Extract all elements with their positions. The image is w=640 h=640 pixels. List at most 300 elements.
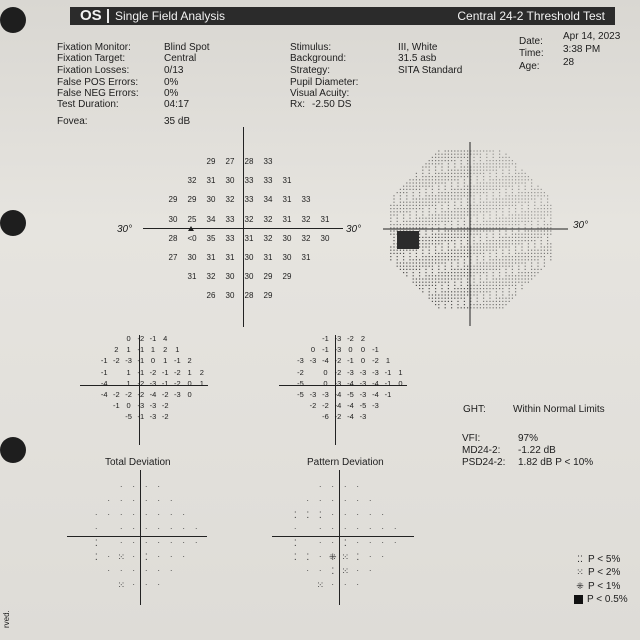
threshold-value: 31	[282, 176, 292, 186]
checker-pattern-icon: ⁙	[576, 567, 584, 577]
threshold-value: 30	[225, 176, 235, 186]
pattern-deviation-value: 0	[360, 345, 366, 355]
threshold-axis-label-left: 30°	[117, 224, 133, 235]
pattern-deviation-value: -3	[309, 356, 317, 366]
probability-symbol: ·	[381, 538, 385, 547]
pattern-deviation-value: -3	[372, 401, 379, 411]
info-value: Central	[164, 53, 197, 64]
pattern-deviation-value: -3	[359, 390, 367, 399]
probability-symbol: ·	[368, 566, 372, 575]
probability-symbol: ·	[343, 482, 347, 491]
dots-pattern-icon: ⁚⁚	[577, 554, 583, 564]
md-label: MD24-2:	[462, 445, 501, 456]
probability-symbol: ·	[169, 552, 173, 561]
probability-symbol: ·	[194, 538, 198, 547]
info-label: Age:	[519, 61, 540, 72]
probability-symbol: ·	[157, 482, 161, 491]
total-deviation-value: 2	[187, 356, 192, 366]
total-deviation-value: 2	[199, 367, 204, 377]
pattern-deviation-value: -4	[347, 378, 354, 388]
total-deviation-value: -1	[100, 356, 108, 366]
pattern-deviation-value: -2	[334, 356, 342, 366]
probability-symbol: ·	[169, 538, 173, 547]
pattern-deviation-value: 2	[360, 334, 366, 343]
total-deviation-value: -2	[137, 378, 145, 388]
probability-symbol: ·	[293, 524, 297, 533]
pattern-deviation-value: 0	[398, 378, 403, 388]
ght-label: GHT:	[463, 404, 486, 415]
vfi-label: VFI:	[462, 433, 481, 444]
probability-symbol: ·	[119, 482, 123, 491]
total-deviation-value: 0	[187, 390, 192, 399]
total-deviation-value: 0	[187, 378, 192, 388]
info-label: Rx:	[290, 99, 305, 110]
probability-symbol: ·	[368, 538, 372, 547]
probability-symbol: ·	[318, 552, 322, 561]
probability-symbol: ·	[132, 552, 136, 561]
total-deviation-value: -3	[174, 390, 181, 399]
total-deviation-value: -2	[161, 412, 169, 422]
info-value: 0/13	[164, 65, 184, 76]
total-deviation-value: -1	[174, 356, 181, 366]
probability-symbol: ·	[381, 524, 385, 533]
threshold-value: 30	[225, 291, 235, 301]
probability-symbol: ·	[393, 524, 397, 533]
probability-symbol: ⁙	[117, 552, 126, 562]
total-deviation-value: -2	[149, 367, 157, 377]
threshold-value: 29	[168, 195, 178, 205]
probability-symbol: ·	[169, 510, 173, 519]
pattern-deviation-value: -3	[309, 390, 317, 399]
probability-symbol: ·	[368, 496, 372, 505]
probability-symbol: ·	[331, 524, 335, 533]
pattern-deviation-value: -4	[322, 356, 329, 366]
total-deviation-value: 1	[163, 356, 168, 366]
total-deviation-value: 0	[126, 334, 131, 343]
probability-symbol: ·	[343, 496, 347, 505]
probability-symbol: ·	[343, 580, 347, 589]
td-prob-vertical-axis	[140, 470, 141, 605]
solid-square-icon	[574, 595, 583, 604]
pattern-deviation-value: -3	[334, 345, 342, 355]
probability-symbol: ⁚	[144, 552, 148, 562]
pattern-deviation-value: -2	[322, 401, 329, 411]
binder-hole-top	[0, 7, 26, 33]
dense-pattern-icon: ⁜	[576, 581, 584, 591]
pattern-deviation-value: 1	[398, 367, 403, 377]
probability-symbol: ·	[132, 482, 136, 491]
total-deviation-value: 1	[126, 367, 131, 377]
info-label: Date:	[519, 36, 543, 47]
probability-symbol: ⁚	[94, 538, 98, 548]
threshold-value: 31	[206, 253, 216, 262]
pattern-deviation-value: -2	[334, 367, 342, 377]
threshold-value: 31	[206, 176, 216, 186]
probability-symbol: ·	[393, 538, 397, 547]
total-deviation-value: 4	[163, 334, 168, 343]
pattern-deviation-value: 0	[310, 345, 316, 355]
info-label: Fixation Losses:	[57, 65, 130, 76]
total-deviation-value: -1	[113, 401, 120, 411]
pattern-deviation-value: 1	[385, 356, 391, 366]
probability-symbol: ·	[331, 496, 335, 505]
probability-symbol: ·	[331, 580, 335, 589]
pattern-deviation-value: -1	[322, 334, 329, 343]
total-deviation-value: 1	[126, 378, 131, 388]
probability-symbol: ·	[157, 580, 161, 589]
legend-p1: ⁜ P < 1%	[572, 580, 620, 593]
total-deviation-value: 0	[126, 401, 131, 411]
threshold-value: 27	[168, 253, 178, 262]
info-value: 04:17	[164, 99, 190, 110]
threshold-value: 34	[206, 214, 216, 224]
threshold-value: 31	[244, 233, 254, 243]
probability-symbol: ·	[318, 524, 322, 533]
probability-symbol: ·	[182, 524, 186, 533]
pattern-deviation-value: -1	[384, 367, 392, 377]
threshold-value: 31	[187, 272, 197, 282]
pattern-deviation-value: -6	[322, 412, 329, 422]
probability-symbol: ·	[169, 496, 173, 505]
greyscale-blind-spot	[397, 231, 419, 249]
pd-prob-vertical-axis	[339, 470, 340, 605]
probability-symbol: ·	[331, 482, 335, 491]
info-value: 0%	[164, 88, 179, 99]
info-value: Blind Spot	[164, 42, 210, 53]
eye-label: OS	[80, 7, 102, 24]
probability-symbol: ·	[356, 496, 360, 505]
pattern-deviation-value: -1	[384, 390, 392, 399]
threshold-value: 33	[244, 195, 254, 205]
probability-symbol: ·	[157, 566, 161, 575]
vfi-value: 97%	[518, 433, 539, 444]
pattern-deviation-value: -3	[334, 334, 342, 343]
total-deviation-value: -2	[174, 378, 181, 388]
pattern-deviation-value: -2	[309, 401, 317, 411]
probability-symbol: ·	[157, 510, 161, 519]
total-deviation-value: -3	[137, 401, 145, 411]
legend-p5: ⁚⁚ P < 5%	[572, 553, 620, 566]
probability-symbol: ·	[144, 482, 148, 491]
info-label: Stimulus:	[290, 42, 332, 53]
report-title: Single Field Analysis	[115, 9, 226, 23]
info-label: False NEG Errors:	[57, 88, 139, 99]
pattern-deviation-value: -4	[372, 390, 379, 399]
probability-symbol: ·	[331, 538, 335, 547]
info-label: False POS Errors:	[57, 77, 139, 88]
threshold-value: 28	[168, 233, 178, 243]
psd-label: PSD24-2:	[462, 457, 506, 468]
pattern-deviation-value: -1	[384, 378, 392, 388]
pattern-deviation-value: -2	[297, 367, 304, 377]
threshold-value: 31	[301, 253, 311, 262]
probability-symbol: ·	[132, 496, 136, 505]
report-header	[70, 7, 615, 25]
probability-symbol: ·	[368, 510, 372, 519]
psd-value: 1.82 dB P < 10%	[518, 457, 594, 468]
probability-symbol: ⁜	[328, 552, 337, 562]
threshold-value: 28	[244, 291, 254, 301]
probability-symbol: ·	[306, 496, 310, 505]
info-value: SITA Standard	[398, 65, 463, 76]
probability-symbol: ⁙	[341, 552, 350, 562]
legend-p2: ⁙ P < 2%	[572, 566, 620, 579]
total-deviation-value: -2	[113, 356, 120, 366]
probability-symbol: ·	[318, 482, 322, 491]
total-deviation-value: -1	[137, 412, 145, 422]
probability-symbol: ·	[157, 552, 161, 561]
probability-symbol: ·	[182, 552, 186, 561]
blind-spot-marker	[188, 226, 194, 231]
probability-symbol: ·	[119, 510, 123, 519]
threshold-value: 29	[263, 291, 273, 301]
probability-symbol: ·	[157, 496, 161, 505]
threshold-value: 33	[225, 214, 235, 224]
pattern-deviation-value: -3	[359, 367, 367, 377]
pattern-deviation-value: -2	[372, 356, 379, 366]
probability-symbol: ·	[182, 510, 186, 519]
threshold-value: <0	[187, 233, 197, 243]
pattern-deviation-value: -3	[322, 390, 329, 399]
pattern-deviation-value: -5	[347, 390, 354, 399]
probability-symbol: ·	[144, 566, 148, 575]
probability-symbol: ·	[356, 538, 360, 547]
info-label: Fixation Target:	[57, 53, 126, 64]
probability-symbol: ·	[132, 524, 136, 533]
threshold-value: 28	[244, 157, 254, 166]
probability-symbol: ⁚	[293, 538, 297, 548]
probability-symbol: ·	[356, 566, 360, 575]
info-value: 3:38 PM	[563, 44, 601, 55]
pattern-deviation-value: 0	[348, 345, 353, 355]
probability-symbol: ·	[144, 524, 148, 533]
total-deviation-value: 1	[199, 378, 204, 388]
pattern-deviation-value: -3	[297, 356, 304, 366]
total-deviation-value: -1	[137, 345, 145, 355]
total-deviation-value: -1	[161, 378, 169, 388]
info-label: Strategy:	[290, 65, 331, 76]
threshold-value: 30	[187, 253, 197, 262]
threshold-value: 30	[206, 195, 216, 205]
threshold-value: 31	[263, 253, 273, 262]
pattern-deviation-value: 0	[360, 356, 366, 366]
probability-symbol: ·	[107, 566, 111, 575]
probability-symbol: ⁚	[293, 552, 297, 562]
md-value: -1.22 dB	[518, 445, 556, 456]
info-label: Pupil Diameter:	[290, 77, 359, 88]
probability-symbol: ⁚	[94, 552, 98, 562]
info-label: Visual Acuity:	[290, 88, 350, 99]
threshold-value: 29	[206, 157, 216, 166]
pattern-deviation-value: -1	[322, 345, 329, 355]
total-deviation-value: -2	[125, 390, 132, 399]
total-deviation-value: 0	[150, 356, 156, 366]
pattern-deviation-value: -5	[297, 378, 304, 388]
pattern-deviation-value: -3	[359, 378, 367, 388]
pattern-deviation-value: -4	[347, 412, 354, 422]
threshold-value: 26	[206, 291, 216, 301]
probability-symbol: ·	[356, 510, 360, 519]
threshold-value: 32	[206, 272, 216, 282]
pd-prob-horizontal-axis	[272, 536, 414, 537]
info-value: 0%	[164, 77, 179, 88]
pattern-deviation-value: -4	[334, 401, 342, 411]
threshold-value: 32	[263, 233, 273, 243]
info-value: -2.50 DS	[312, 99, 352, 110]
probability-symbol: ·	[157, 538, 161, 547]
threshold-value: 33	[244, 176, 254, 186]
threshold-value: 33	[225, 233, 235, 243]
probability-symbol: ⁚	[318, 510, 322, 520]
threshold-value: 29	[282, 272, 292, 282]
probability-symbol: ·	[194, 524, 198, 533]
threshold-value: 27	[225, 157, 235, 166]
ght-value: Within Normal Limits	[513, 404, 605, 415]
total-deviation-value: -2	[137, 334, 145, 343]
threshold-value: 31	[320, 214, 330, 224]
probability-symbol: ·	[132, 510, 136, 519]
probability-symbol: ·	[157, 524, 161, 533]
info-value: 31.5 asb	[398, 53, 437, 64]
probability-symbol: ·	[107, 552, 111, 561]
pattern-deviation-value: -3	[372, 367, 379, 377]
probability-symbol: ·	[144, 580, 148, 589]
threshold-value: 31	[225, 253, 235, 262]
total-deviation-value: 1	[150, 345, 156, 355]
binder-hole-bottom	[0, 437, 26, 463]
total-deviation-value: -3	[149, 412, 157, 422]
threshold-value: 33	[301, 195, 311, 205]
total-deviation-value: -2	[161, 401, 169, 411]
total-deviation-value: -1	[149, 334, 157, 343]
total-deviation-value: -1	[100, 367, 108, 377]
threshold-value: 25	[187, 214, 197, 224]
probability-symbol: ·	[119, 524, 123, 533]
total-deviation-value: -3	[125, 356, 132, 366]
threshold-value: 30	[244, 253, 254, 262]
total-deviation-value: -4	[100, 378, 108, 388]
test-name: Central 24-2 Threshold Test	[457, 9, 605, 23]
total-deviation-value: -3	[149, 401, 157, 411]
total-deviation-value: 1	[126, 345, 131, 355]
pattern-deviation-value: -5	[297, 390, 304, 399]
probability-symbol: ·	[182, 538, 186, 547]
total-deviation-value: -2	[161, 390, 169, 399]
threshold-value: 35	[206, 233, 216, 243]
threshold-value: 30	[282, 253, 292, 262]
probability-symbol: ·	[107, 510, 111, 519]
probability-symbol: ·	[169, 566, 173, 575]
total-deviation-value: -3	[149, 378, 157, 388]
threshold-axis-label-right: 30°	[346, 224, 362, 235]
probability-symbol: ⁚	[306, 552, 310, 562]
threshold-value: 33	[263, 157, 273, 166]
td-prob-horizontal-axis	[67, 536, 207, 537]
probability-symbol: ·	[381, 552, 385, 561]
pattern-deviation-value: -3	[347, 367, 354, 377]
probability-symbol: ·	[343, 524, 347, 533]
pattern-deviation-value: -3	[334, 378, 342, 388]
probability-symbol: ·	[343, 510, 347, 519]
probability-symbol: ·	[144, 538, 148, 547]
pattern-deviation-value: -5	[359, 401, 367, 411]
pattern-deviation-value: -2	[334, 412, 342, 422]
info-label: Test Duration:	[57, 99, 119, 110]
probability-symbol: ⁙	[316, 580, 325, 590]
info-label: Fovea:	[57, 116, 88, 127]
pattern-deviation-value: -2	[347, 334, 354, 343]
probability-symbol: ⁙	[117, 580, 126, 590]
probability-symbol: ·	[306, 566, 310, 575]
greyscale-axis-label: 30°	[573, 220, 589, 231]
probability-symbol: ⁚	[331, 566, 335, 576]
threshold-horizontal-axis	[143, 228, 343, 229]
legend-p05: P < 0.5%	[572, 594, 628, 606]
info-value: 35 dB	[164, 116, 191, 127]
probability-symbol: ·	[144, 510, 148, 519]
threshold-value: 31	[282, 214, 292, 224]
probability-symbol: ·	[356, 482, 360, 491]
info-label: Time:	[519, 48, 544, 59]
total-deviation-value: 1	[187, 367, 192, 377]
pattern-deviation-value: -4	[347, 401, 354, 411]
total-deviation-value: 1	[175, 345, 180, 355]
total-deviation-value: -4	[100, 390, 108, 399]
info-value: III, White	[398, 42, 438, 53]
threshold-value: 32	[187, 176, 197, 186]
threshold-value: 30	[282, 233, 292, 243]
threshold-value: 30	[320, 233, 330, 243]
threshold-value: 30	[225, 272, 235, 282]
threshold-value: 32	[225, 195, 235, 205]
threshold-value: 30	[244, 272, 254, 282]
info-label: Fixation Monitor:	[57, 42, 131, 53]
total-deviation-label: Total Deviation	[105, 457, 171, 468]
probability-symbol: ⁚	[293, 510, 297, 520]
threshold-value: 32	[244, 214, 254, 224]
total-deviation-value: -2	[137, 390, 145, 399]
probability-symbol: ·	[331, 510, 335, 519]
probability-symbol: ·	[368, 552, 372, 561]
total-deviation-value: 2	[114, 345, 119, 355]
probability-symbol: ⁙	[341, 566, 350, 576]
probability-symbol: ·	[318, 566, 322, 575]
info-label: Background:	[290, 53, 347, 64]
probability-symbol: ·	[169, 524, 173, 533]
pattern-deviation-value: -4	[334, 390, 342, 399]
threshold-value: 33	[263, 176, 273, 186]
pattern-deviation-value: -1	[347, 356, 354, 366]
header-divider	[107, 9, 109, 23]
total-deviation-value: -1	[137, 367, 145, 377]
probability-symbol: ·	[381, 510, 385, 519]
threshold-value: 29	[187, 195, 197, 205]
threshold-value: 32	[263, 214, 273, 224]
threshold-value: 31	[282, 195, 292, 205]
probability-symbol: ·	[119, 538, 123, 547]
total-deviation-value: -5	[125, 412, 132, 422]
threshold-value: 32	[301, 233, 311, 243]
greyscale-plot	[383, 140, 583, 330]
probability-symbol: ·	[368, 524, 372, 533]
probability-symbol: ⁚	[306, 510, 310, 520]
probability-symbol: ·	[94, 524, 98, 533]
total-deviation-value: -1	[161, 367, 169, 377]
probability-symbol: ·	[132, 538, 136, 547]
pattern-deviation-value: 0	[323, 367, 328, 377]
total-deviation-value: -1	[137, 356, 145, 366]
pattern-deviation-label: Pattern Deviation	[307, 457, 384, 468]
